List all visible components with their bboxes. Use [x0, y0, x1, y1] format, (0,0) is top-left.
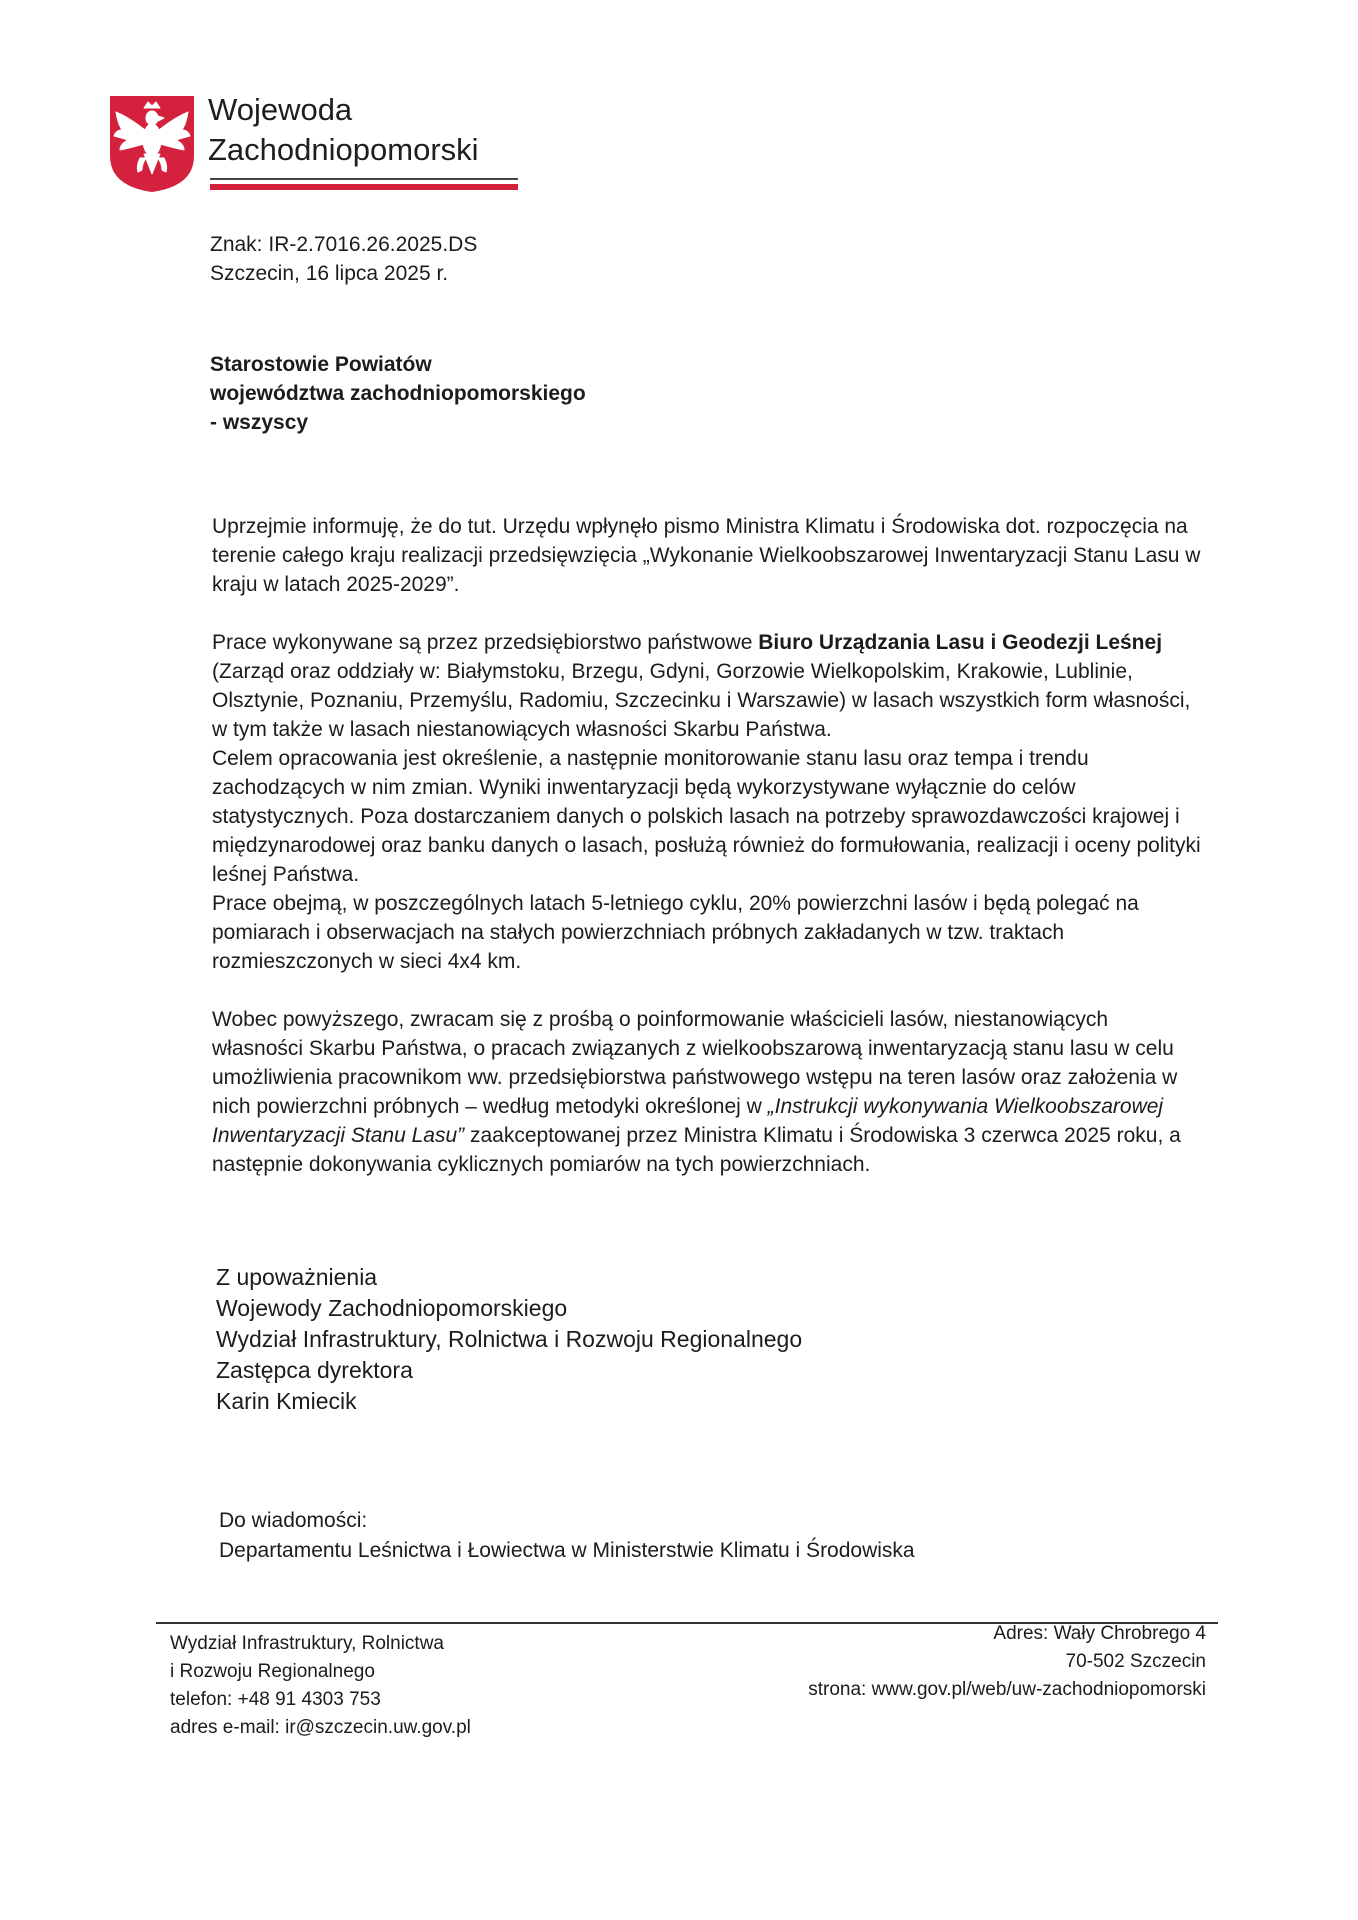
letter-body — [212, 512, 1202, 1179]
recipient-block — [210, 350, 586, 437]
footer-left-line4: adres e-mail: ir@szczecin.uw.gov.pl — [170, 1717, 471, 1738]
header-rule — [210, 178, 518, 190]
footer-address — [808, 1620, 1206, 1704]
header-rule-red — [210, 184, 518, 190]
polish-eagle-emblem-icon — [108, 94, 196, 194]
cc-recipient: Departamentu Leśnictwa i Łowiectwa w Ministerstwie Klimatu i Środowiska — [219, 1539, 915, 1562]
footer-left-line2: i Rozwoju Regionalnego — [170, 1661, 375, 1682]
signature-line2: Wojewody Zachodniopomorskiego — [216, 1295, 568, 1321]
letter-meta — [210, 230, 477, 288]
recipient-line2: województwa zachodniopomorskiego — [210, 382, 586, 405]
recipient-line1: Starostowie Powiatów — [210, 353, 432, 376]
body-paragraph-5-post: zaakceptowanej przez Ministra Klimatu i Środowiska 3 czerwca 2025 roku, a następnie dokonywania cyklicznych pomiarów na tych powierzchniach. — [212, 1124, 1181, 1176]
body-paragraph-3: Celem opracowania jest określenie, a następnie monitorowanie stanu lasu oraz tempa i trendu zachodzących w nim zmian. Wyniki inwentaryzacji będą wykorzystywane wyłącznie do celów statystycznych. Poza dostarczaniem danych o polskich lasach na potrzeby sprawozdawczości krajowej i międzynarodowej oraz banku danych o lasach, posłużą również do formułowania, realizacji i oceny polityki leśnej Państwa. — [212, 747, 1201, 886]
cc-block — [219, 1506, 915, 1566]
body-paragraph-2-pre: Prace wykonywane są przez przedsiębiorstwo państwowe — [212, 631, 759, 654]
body-paragraph-5-pre: Wobec powyższego, zwracam się z prośbą o poinformowanie właścicieli lasów, niestanowiących własności Skarbu Państwa, o pracach związanych z wielkoobszarową inwentaryzacją stanu lasu w celu umożliwienia pracownikom ww. przedsiębiorstwa państwowego wstępu na teren lasów oraz założenia w nich powierzchni próbnych – według metodyki określonej w — [212, 1008, 1178, 1118]
cc-label: Do wiadomości: — [219, 1509, 368, 1532]
footer-right-line1: Adres: Wały Chrobrego 4 — [993, 1623, 1206, 1644]
footer-left-line1: Wydział Infrastruktury, Rolnictwa — [170, 1633, 444, 1654]
body-paragraph-4: Prace obejmą, w poszczególnych latach 5-letniego cyklu, 20% powierzchni lasów i będą polegać na pomiarach i obserwacjach na stałych powierzchniach próbnych zakładanych w tzw. traktach rozmieszczonych w sieci 4x4 km. — [212, 892, 1139, 973]
footer-left-line3: telefon: +48 91 4303 753 — [170, 1689, 381, 1710]
signature-line5: Karin Kmiecik — [216, 1388, 357, 1414]
footer-contact — [170, 1630, 471, 1742]
office-title-line2: Zachodniopomorski — [208, 132, 479, 167]
signature-line3: Wydział Infrastruktury, Rolnictwa i Rozwoju Regionalnego — [216, 1326, 803, 1352]
place-date: Szczecin, 16 lipca 2025 r. — [210, 262, 449, 285]
body-paragraph-5-italic: „Instrukcji wykonywania Wielkoobszarowej Inwentaryzacji Stanu Lasu” — [212, 1095, 1164, 1147]
office-title — [208, 90, 479, 170]
footer-right-line2: 70-502 Szczecin — [1065, 1651, 1206, 1672]
body-paragraph-1: Uprzejmie informuję, że do tut. Urzędu wpłynęło pismo Ministra Klimatu i Środowiska dot. rozpoczęcia na terenie całego kraju realizacji przedsięwzięcia „Wykonanie Wielkoobszarowej Inwentaryzacji Stanu Lasu w kraju w latach 2025-2029”. — [212, 515, 1201, 596]
reference-number: Znak: IR-2.7016.26.2025.DS — [210, 233, 478, 256]
office-title-line1: Wojewoda — [208, 92, 353, 127]
body-paragraph-2-bold: Biuro Urządzania Lasu i Geodezji Leśnej — [758, 631, 1163, 654]
body-paragraph-5 — [212, 1005, 1202, 1179]
body-paragraph-2 — [212, 628, 1202, 744]
header-rule-thin — [210, 178, 518, 180]
signature-block — [216, 1262, 802, 1417]
footer-right-line3: strona: www.gov.pl/web/uw-zachodniopomorski — [808, 1679, 1206, 1700]
signature-line1: Z upoważnienia — [216, 1264, 378, 1290]
body-paragraph-2-post: (Zarząd oraz oddziały w: Białymstoku, Brzegu, Gdyni, Gorzowie Wielkopolskim, Krakowie, Lublinie, Olsztynie, Poznaniu, Przemyślu, Radomiu, Szczecinku i Warszawie) w lasach wszystkich form własności, w tym także w lasach niestanowiących własności Skarbu Państwa. — [212, 660, 1191, 741]
letterhead — [108, 90, 520, 200]
signature-line4: Zastępca dyrektora — [216, 1357, 413, 1383]
recipient-line3: - wszyscy — [210, 411, 309, 434]
